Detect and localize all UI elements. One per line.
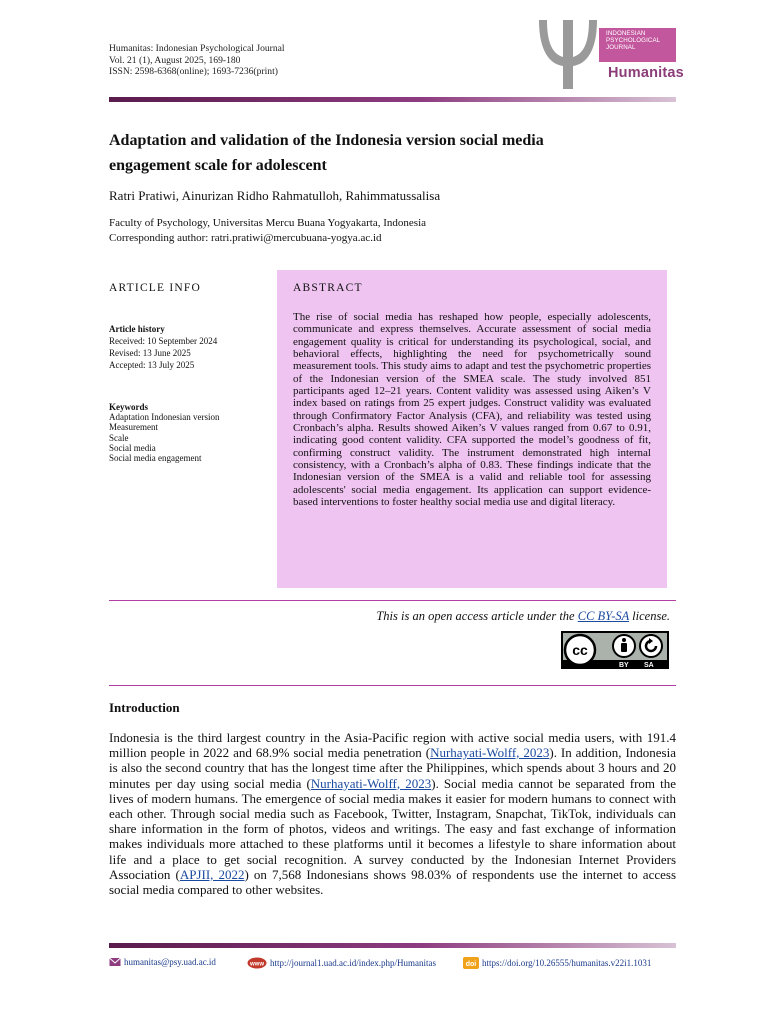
keyword-item: Social media xyxy=(109,442,156,453)
abstract-heading: ABSTRACT xyxy=(293,282,363,294)
footer-url[interactable] xyxy=(247,957,436,969)
logo-banner xyxy=(599,28,676,62)
history-label: Article history xyxy=(109,324,165,334)
footer-doi[interactable] xyxy=(463,957,651,969)
footer-email[interactable] xyxy=(109,957,216,967)
header-bar xyxy=(109,97,676,102)
envelope-icon xyxy=(109,957,121,967)
logo-banner-line: PSYCHOLOGICAL xyxy=(606,37,661,45)
journal-name: Humanitas: Indonesian Psychological Journal xyxy=(109,43,285,54)
license-statement xyxy=(109,609,670,624)
logo-brand: Humanitas xyxy=(608,65,684,81)
logo-banner-line: JOURNAL xyxy=(606,44,636,52)
www-icon xyxy=(247,957,267,969)
keyword-item: Measurement xyxy=(109,422,158,433)
www-icon-label: www xyxy=(249,961,265,968)
article-info-heading: ARTICLE INFO xyxy=(109,282,201,294)
article-history xyxy=(109,323,217,371)
journal-issn: ISSN: 2598-6368(online); 1693-7236(print) xyxy=(109,66,278,77)
license-prefix: This is an open access article under the xyxy=(376,609,578,623)
introduction-paragraph xyxy=(109,730,676,897)
journal-info xyxy=(109,43,285,78)
keyword-item: Adaptation Indonesian version xyxy=(109,412,220,423)
text-run: ). Social media cannot be separated from the lives of modern humans. The emergence of social media makes it easier for modern humans to connect with each other. Through social media such as Facebook, Twitter, Instagram, Snapchat, TikTok, individuals can share information in the form of photos, videos and writings. The easy and fast exchange of information makes individuals more attached to these platforms until it becomes a lifestyle to share information about life and a place to get social recognition. A survey conducted by the Indonesian Internet Providers Association ( xyxy=(109,775,676,882)
keywords-label: Keywords xyxy=(109,402,148,412)
affiliation: Faculty of Psychology, Universitas Mercu Buana Yogyakarta, Indonesia xyxy=(109,217,427,229)
keyword-item: Social media engagement xyxy=(109,453,202,464)
history-revised: Revised: 13 June 2025 xyxy=(109,348,191,358)
citation-link[interactable]: APJII, 2022 xyxy=(179,866,245,882)
history-accepted: Accepted: 13 July 2025 xyxy=(109,360,195,370)
footer-email-text[interactable]: humanitas@psy.uad.ac.id xyxy=(124,957,216,967)
journal-logo xyxy=(533,14,684,89)
text-run: ) on 7,568 Indonesians shows 98.03% of respondents use the internet to access social media compared to other websites. xyxy=(109,866,677,898)
article-title: Adaptation and validation of the Indonesia version social media engagement scale for adolescent xyxy=(109,132,544,174)
text-run: Indonesia is the third largest country in the Asia-Pacific region with active social media users, with 191.4 million people in 2022 and 68.9% social media penetration ( xyxy=(109,730,676,761)
corresponding-author: Corresponding author: ratri.pratiwi@mercubuana-yogya.ac.id xyxy=(109,232,382,244)
footer-bar xyxy=(109,943,676,948)
divider xyxy=(109,685,676,686)
abstract-box xyxy=(277,270,667,588)
doi-icon xyxy=(463,957,479,969)
divider xyxy=(109,600,676,601)
citation-link[interactable]: Nurhayati-Wolff, 2023 xyxy=(310,775,432,791)
text-run: ). In addition, Indonesia is also the second country that has the longest time after the Philippines, which spends about 3 hours and 20 minutes per day using social media ( xyxy=(109,745,677,791)
keyword-item: Scale xyxy=(109,432,129,443)
footer-doi-text[interactable]: https://doi.org/10.26555/humanitas.v22i1.1031 xyxy=(482,958,652,968)
footer-url-text[interactable]: http://journal1.uad.ac.id/index.php/Humanitas xyxy=(270,958,436,968)
cc-by-label: BY xyxy=(619,662,629,669)
logo-banner-line: INDONESIAN xyxy=(606,30,646,37)
doi-icon-label: doi xyxy=(465,961,477,968)
license-link[interactable]: CC BY-SA xyxy=(577,609,630,623)
abstract-text: The rise of social media has reshaped how people, especially adolescents, communicate and express themselves. Accurate assessment of social media engagement quality is critical for understanding its psychological, social, and behavioral effects, highlighting the need for psychometrically sound measurement tools. This study aims to adapt and test the psychometric properties of the Indonesian version of the SMEA scale. The study involved 851 participants aged 12–21 years. Content validity was assessed using Aiken’s V index based on ratings from 25 expert judges. Construct validity was evaluated through Confirmatory Factor Analysis (CFA), and reliability was tested using Cronbach’s alpha. Results showed Aiken’s V values ranged from 0.67 to 0.91, indicating good content validity. CFA supported the model’s goodness of fit, confirming construct validity. The instrument demonstrated high internal consistency, with a Cronbach’s alpha of 0.83. These findings indicate that the Indonesian version of the SMEA is a valid and reliable tool for assessing adolescents' social media engagement. Its application can support evidence-based interventions to foster healthy social media use and digital literacy. xyxy=(293,311,651,509)
history-received: Received: 10 September 2024 xyxy=(109,336,218,346)
affiliation-block xyxy=(109,216,426,246)
authors: Ratri Pratiwi, Ainurizan Ridho Rahmatulloh, Rahimmatussalisa xyxy=(109,188,441,203)
citation-link[interactable]: Nurhayati-Wolff, 2023 xyxy=(430,745,550,761)
cc-by-sa-icon[interactable] xyxy=(561,631,669,669)
svg-text:cc: cc xyxy=(572,642,588,658)
section-heading: Introduction xyxy=(109,700,180,715)
keywords xyxy=(109,402,219,463)
cc-sa-label: SA xyxy=(644,662,654,669)
journal-volume: Vol. 21 (1), August 2025, 169-180 xyxy=(109,54,241,66)
psi-logo-icon xyxy=(533,14,603,89)
license-suffix: license. xyxy=(629,609,670,623)
